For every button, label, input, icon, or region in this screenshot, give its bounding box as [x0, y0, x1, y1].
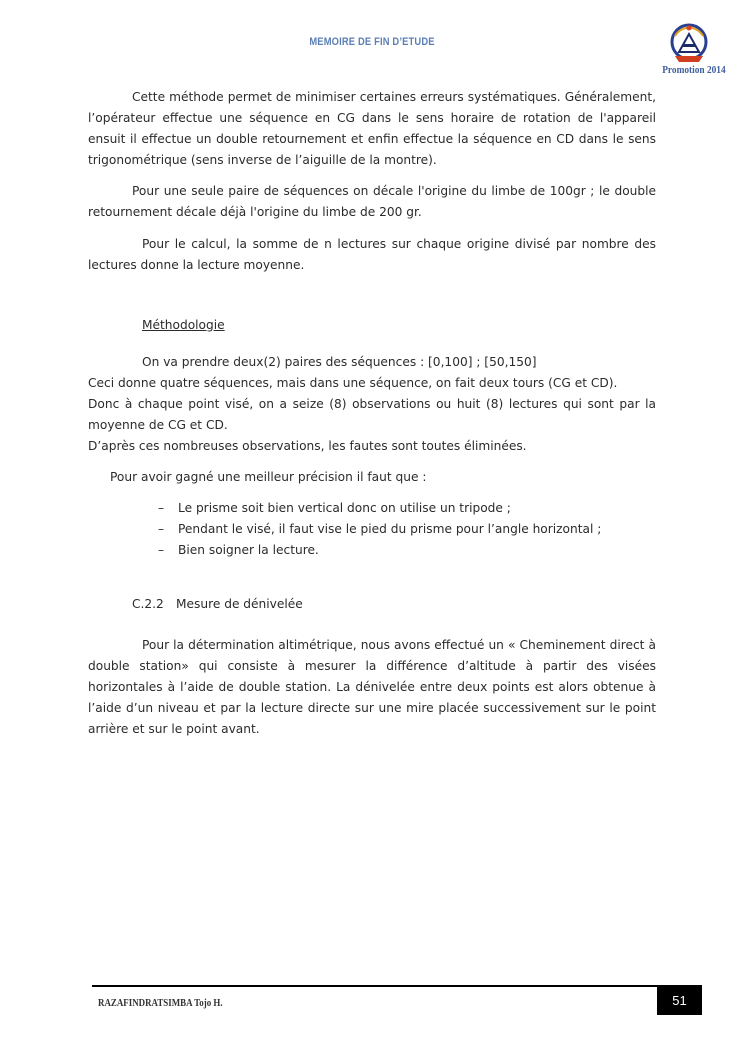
section-heading	[132, 597, 303, 611]
methodology-line-2: Ceci donne quatre séquences, mais dans une séquence, on fait deux tours (CG et CD).	[88, 376, 618, 390]
footer-divider	[92, 985, 702, 987]
paragraph-sequence-pair: Pour une seule paire de séquences on décale l'origine du limbe de 100gr ; le double retournement décale déjà l'origine du limbe de 200 gr.	[88, 184, 656, 219]
list-item: – Bien soigner la lecture.	[158, 540, 601, 561]
dash-bullet-icon: –	[158, 522, 165, 536]
paragraph-precision: Pour avoir gagné une meilleur précision il faut que :	[110, 470, 427, 484]
paragraph-calculation: Pour le calcul, la somme de n lectures sur chaque origine divisé par nombre des lectures donne la lecture moyenne.	[88, 237, 656, 272]
footer-author: RAZAFINDRATSIMBA Tojo H.	[98, 998, 223, 1009]
dash-bullet-icon: –	[158, 501, 165, 515]
promotion-label: Promotion 2014	[662, 64, 726, 76]
header-title: MEMOIRE DE FIN D’ETUDE	[309, 36, 435, 48]
methodology-heading: Méthodologie	[142, 318, 225, 332]
dash-bullet-icon: –	[158, 543, 165, 557]
list-item: – Pendant le visé, il faut vise le pied du prisme pour l’angle horizontal ;	[158, 519, 601, 540]
paragraph-altimetry: Pour la détermination altimétrique, nous avons effectué un « Cheminement direct à double station» qui consiste à mesurer la différence d’altitude à partir des visées horizontales à l’aide de double station. La dénivelée entre deux points est alors obtenue à l’aide d’un niveau et par la lecture directe sur une mire placée successivement sur le point arrière et sur le point avant.	[88, 638, 656, 736]
methodology-line-4: D’après ces nombreuses observations, les fautes sont toutes éliminées.	[88, 439, 527, 453]
section-number: C.2.2	[132, 597, 164, 611]
section-title: Mesure de dénivelée	[176, 597, 303, 611]
methodology-line-1: On va prendre deux(2) paires des séquences : [0,100] ; [50,150]	[142, 355, 537, 369]
precision-list	[158, 498, 601, 561]
methodology-line-3: Donc à chaque point visé, on a seize (8) observations ou huit (8) lectures qui sont par la moyenne de CG et CD.	[88, 397, 656, 432]
paragraph-method: Cette méthode permet de minimiser certaines erreurs systématiques. Généralement, l’opérateur effectue une séquence en CG dans le sens horaire de rotation de l'appareil ensuit il effectue un double retournement et enfin effectue la séquence en CD dans le sens trigonométrique (sens inverse de l’aiguille de la montre).	[88, 90, 656, 167]
list-item: – Le prisme soit bien vertical donc on utilise un tripode ;	[158, 498, 601, 519]
page-number: 51	[657, 986, 702, 1015]
school-logo-icon	[669, 22, 709, 64]
